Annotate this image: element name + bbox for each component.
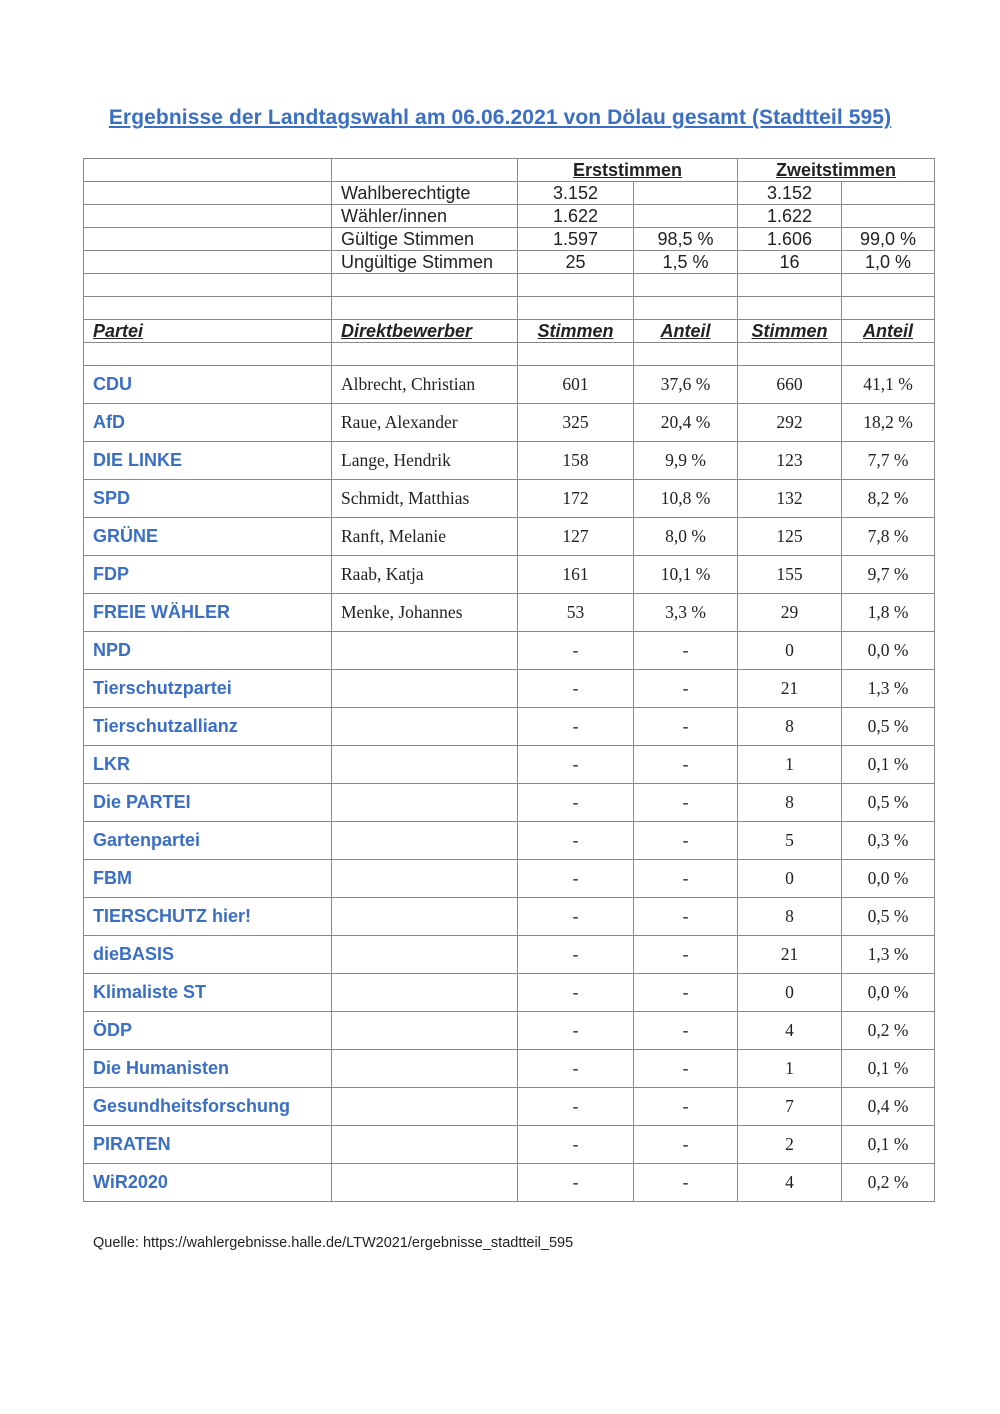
party-row [84,860,935,898]
erst-votes: 161 [518,556,634,594]
party-name: FDP [84,556,332,594]
erst-share: - [634,1088,738,1126]
party-row [84,1126,935,1164]
party-name: PIRATEN [84,1126,332,1164]
summary-erst-pct: 98,5 % [634,228,738,251]
zweit-share: 0,1 % [842,1126,935,1164]
summary-zweit-value: 1.622 [738,205,842,228]
zweit-votes: 2 [738,1126,842,1164]
summary-zweit-pct: 1,0 % [842,251,935,274]
erst-share: - [634,898,738,936]
party-row [84,366,935,404]
erst-votes: - [518,632,634,670]
summary-label: Ungültige Stimmen [332,251,518,274]
candidate-name [332,784,518,822]
erst-share: - [634,784,738,822]
erst-votes: - [518,860,634,898]
summary-zweit-pct [842,205,935,228]
candidate-name [332,974,518,1012]
party-name: FREIE WÄHLER [84,594,332,632]
spacer-row [84,297,935,320]
party-row [84,708,935,746]
party-row [84,822,935,860]
candidate-name [332,822,518,860]
erst-votes: 601 [518,366,634,404]
erst-share: 37,6 % [634,366,738,404]
empty-cell [634,297,738,320]
zweit-votes: 0 [738,632,842,670]
candidate-name [332,1012,518,1050]
empty-cell [332,297,518,320]
erst-share: - [634,1126,738,1164]
empty-cell [84,228,332,251]
zweit-votes: 0 [738,974,842,1012]
empty-cell [84,159,332,182]
party-row [84,632,935,670]
candidate-name: Raue, Alexander [332,404,518,442]
party-row [84,1012,935,1050]
candidate-name [332,708,518,746]
summary-row [84,251,935,274]
zweit-share: 0,4 % [842,1088,935,1126]
zweit-share: 18,2 % [842,404,935,442]
erst-share: - [634,860,738,898]
party-name: SPD [84,480,332,518]
party-name: TIERSCHUTZ hier! [84,898,332,936]
candidate-name: Raab, Katja [332,556,518,594]
party-row [84,518,935,556]
candidate-name [332,936,518,974]
party-name: Die Humanisten [84,1050,332,1088]
empty-cell [738,274,842,297]
zweit-votes: 21 [738,936,842,974]
zweit-share: 0,5 % [842,784,935,822]
zweit-votes: 21 [738,670,842,708]
summary-erst-value: 1.597 [518,228,634,251]
summary-row [84,182,935,205]
summary-zweit-value: 3.152 [738,182,842,205]
summary-erst-pct [634,205,738,228]
erst-share: - [634,936,738,974]
summary-row [84,205,935,228]
erst-share: - [634,822,738,860]
zweit-votes: 155 [738,556,842,594]
zweit-votes: 4 [738,1164,842,1202]
empty-cell [634,343,738,366]
candidate-name: Menke, Johannes [332,594,518,632]
results-table [83,158,935,1202]
party-row [84,404,935,442]
zweit-share: 1,8 % [842,594,935,632]
summary-zweit-pct [842,182,935,205]
candidate-name [332,860,518,898]
erst-share: - [634,1012,738,1050]
party-row [84,1050,935,1088]
erst-share: 3,3 % [634,594,738,632]
party-row [84,670,935,708]
partei-header: Partei [84,320,332,343]
candidate-name [332,746,518,784]
party-name: AfD [84,404,332,442]
party-name: Gesundheitsforschung [84,1088,332,1126]
candidate-name: Albrecht, Christian [332,366,518,404]
party-name: Tierschutzallianz [84,708,332,746]
zweit-share: 7,8 % [842,518,935,556]
zweit-votes: 660 [738,366,842,404]
summary-row [84,228,935,251]
erst-votes: - [518,1126,634,1164]
zweit-votes: 1 [738,1050,842,1088]
summary-erst-pct: 1,5 % [634,251,738,274]
empty-cell [84,274,332,297]
party-row [84,480,935,518]
zweit-share: 0,2 % [842,1012,935,1050]
party-name: LKR [84,746,332,784]
zweit-votes: 4 [738,1012,842,1050]
zweit-share: 1,3 % [842,670,935,708]
candidate-name [332,1050,518,1088]
party-name: Klimaliste ST [84,974,332,1012]
column-header-row [84,320,935,343]
empty-cell [842,343,935,366]
summary-zweit-value: 16 [738,251,842,274]
zweit-stimmen-header: Stimmen [738,320,842,343]
empty-cell [84,182,332,205]
erst-votes: - [518,936,634,974]
party-row [84,1164,935,1202]
erst-votes: - [518,670,634,708]
summary-label: Gültige Stimmen [332,228,518,251]
candidate-name: Lange, Hendrik [332,442,518,480]
erst-share: 9,9 % [634,442,738,480]
erst-votes: 172 [518,480,634,518]
summary-erst-pct [634,182,738,205]
zweit-share: 1,3 % [842,936,935,974]
summary-zweit-value: 1.606 [738,228,842,251]
party-name: Die PARTEI [84,784,332,822]
empty-cell [332,159,518,182]
erst-votes: 325 [518,404,634,442]
zweit-votes: 29 [738,594,842,632]
erst-votes: - [518,708,634,746]
erst-share: 10,8 % [634,480,738,518]
party-name: DIE LINKE [84,442,332,480]
erst-share: 10,1 % [634,556,738,594]
erst-stimmen-header: Stimmen [518,320,634,343]
page-title: Ergebnisse der Landtagswahl am 06.06.2021 von Dölau gesamt (Stadtteil 595) [108,106,892,129]
candidate-name [332,1164,518,1202]
party-name: ÖDP [84,1012,332,1050]
erst-share: 20,4 % [634,404,738,442]
zweit-votes: 125 [738,518,842,556]
zweit-votes: 0 [738,860,842,898]
party-name: Gartenpartei [84,822,332,860]
erst-votes: 53 [518,594,634,632]
candidate-name [332,1126,518,1164]
empty-cell [842,274,935,297]
erst-votes: - [518,1050,634,1088]
party-row [84,936,935,974]
zweit-votes: 8 [738,708,842,746]
party-row [84,594,935,632]
summary-label: Wahlberechtigte [332,182,518,205]
zweit-share: 0,0 % [842,632,935,670]
empty-cell [332,343,518,366]
empty-cell [84,297,332,320]
empty-cell [332,274,518,297]
zweit-share: 8,2 % [842,480,935,518]
candidate-name [332,632,518,670]
erst-votes: - [518,746,634,784]
party-name: WiR2020 [84,1164,332,1202]
spacer-row [84,274,935,297]
zweit-anteil-header: Anteil [842,320,935,343]
erst-votes: - [518,1088,634,1126]
erst-share: - [634,1050,738,1088]
zweit-share: 0,1 % [842,1050,935,1088]
empty-cell [842,297,935,320]
zweit-share: 0,5 % [842,708,935,746]
party-name: Tierschutzpartei [84,670,332,708]
empty-cell [84,343,332,366]
party-name: NPD [84,632,332,670]
candidate-name [332,670,518,708]
erst-votes: - [518,1164,634,1202]
erst-share: - [634,974,738,1012]
candidate-name: Schmidt, Matthias [332,480,518,518]
direktbewerber-header: Direktbewerber [332,320,518,343]
erst-share: 8,0 % [634,518,738,556]
erst-votes: - [518,822,634,860]
group-header-row [84,159,935,182]
spacer-row [84,343,935,366]
zweit-votes: 1 [738,746,842,784]
zweitstimmen-header: Zweitstimmen [738,159,935,182]
zweit-votes: 123 [738,442,842,480]
empty-cell [84,205,332,228]
erst-share: - [634,1164,738,1202]
zweit-share: 0,0 % [842,860,935,898]
zweit-share: 0,2 % [842,1164,935,1202]
zweit-share: 0,3 % [842,822,935,860]
party-name: FBM [84,860,332,898]
party-name: dieBASIS [84,936,332,974]
zweit-share: 9,7 % [842,556,935,594]
zweit-share: 0,5 % [842,898,935,936]
empty-cell [634,274,738,297]
party-name: GRÜNE [84,518,332,556]
zweit-votes: 5 [738,822,842,860]
candidate-name [332,898,518,936]
zweit-share: 0,0 % [842,974,935,1012]
erst-votes: - [518,784,634,822]
summary-erst-value: 1.622 [518,205,634,228]
party-row [84,898,935,936]
erst-votes: - [518,898,634,936]
party-row [84,746,935,784]
erst-share: - [634,746,738,784]
candidate-name [332,1088,518,1126]
erst-votes: 158 [518,442,634,480]
empty-cell [738,343,842,366]
erst-share: - [634,708,738,746]
zweit-votes: 132 [738,480,842,518]
empty-cell [738,297,842,320]
empty-cell [518,343,634,366]
zweit-votes: 7 [738,1088,842,1126]
party-row [84,974,935,1012]
zweit-share: 0,1 % [842,746,935,784]
zweit-share: 41,1 % [842,366,935,404]
erst-votes: - [518,1012,634,1050]
zweit-votes: 8 [738,784,842,822]
party-row [84,442,935,480]
erst-votes: - [518,974,634,1012]
erststimmen-header: Erststimmen [518,159,738,182]
erst-votes: 127 [518,518,634,556]
empty-cell [518,274,634,297]
empty-cell [518,297,634,320]
empty-cell [84,251,332,274]
candidate-name: Ranft, Melanie [332,518,518,556]
summary-label: Wähler/innen [332,205,518,228]
summary-erst-value: 3.152 [518,182,634,205]
summary-zweit-pct: 99,0 % [842,228,935,251]
zweit-votes: 8 [738,898,842,936]
party-row [84,784,935,822]
party-row [84,556,935,594]
erst-share: - [634,632,738,670]
party-row [84,1088,935,1126]
erst-share: - [634,670,738,708]
zweit-share: 7,7 % [842,442,935,480]
zweit-votes: 292 [738,404,842,442]
erst-anteil-header: Anteil [634,320,738,343]
party-name: CDU [84,366,332,404]
source-note: Quelle: https://wahlergebnisse.halle.de/LTW2021/ergebnisse_stadtteil_595 [93,1235,574,1251]
summary-erst-value: 25 [518,251,634,274]
